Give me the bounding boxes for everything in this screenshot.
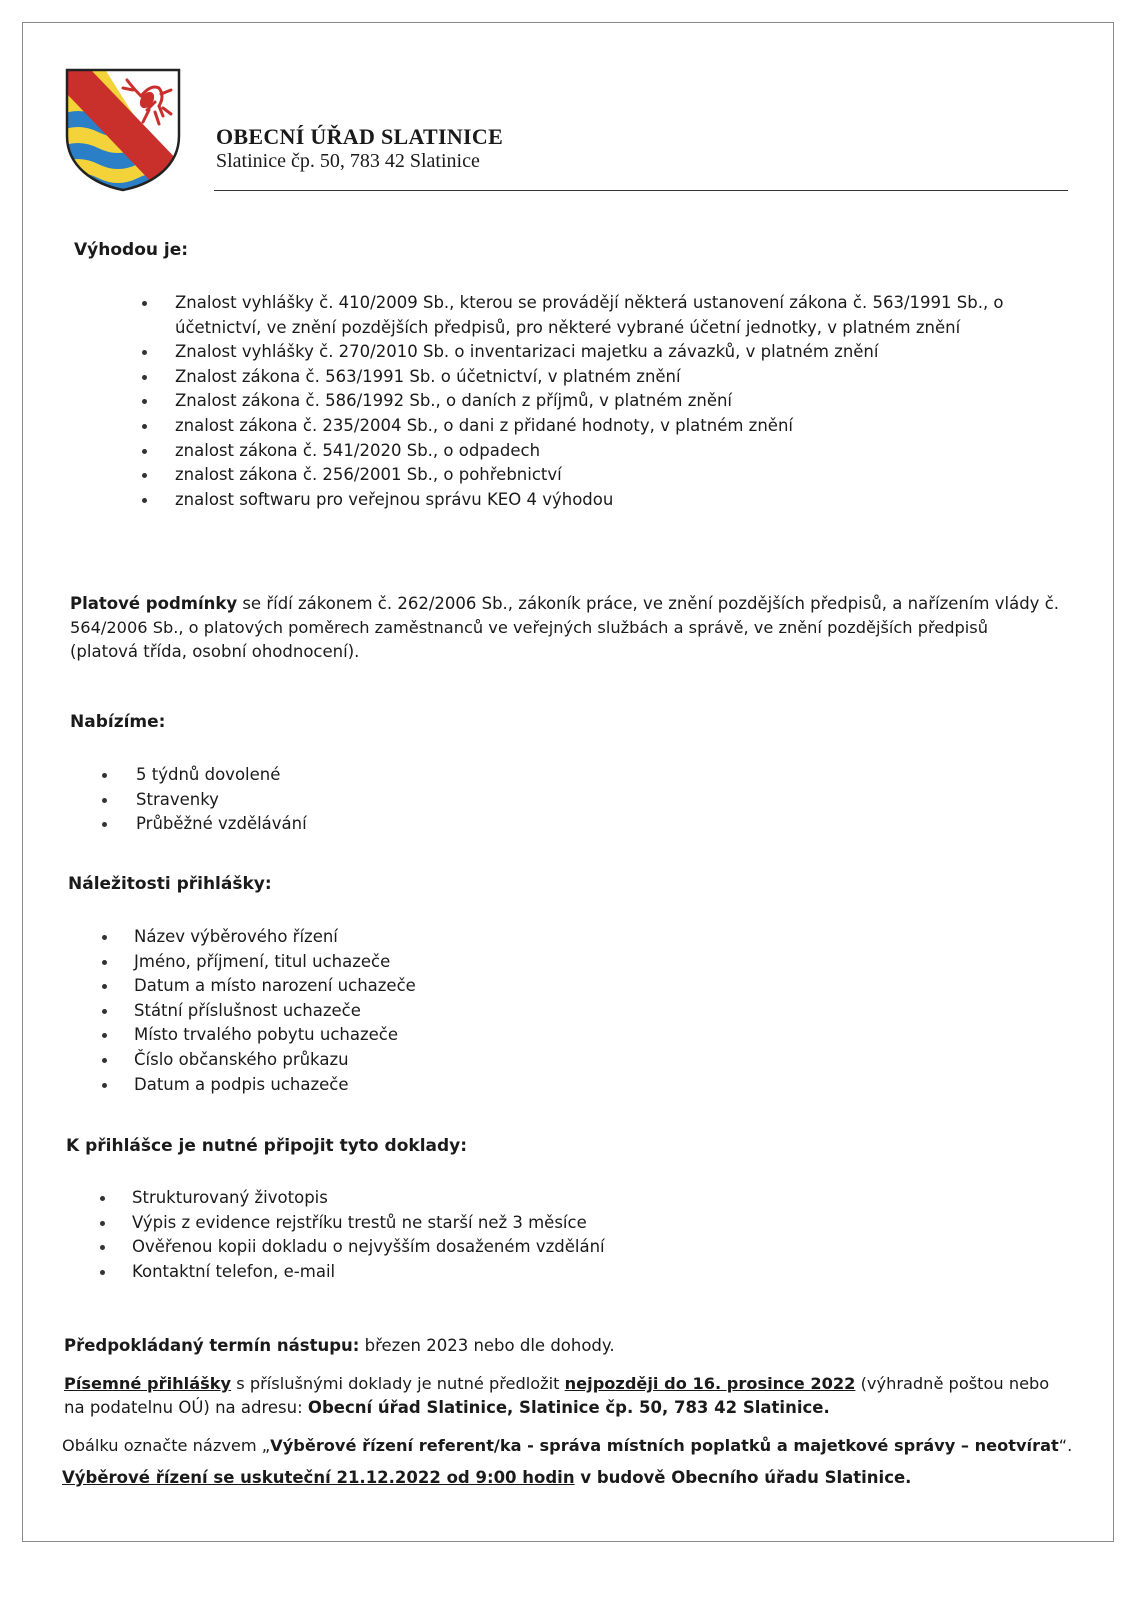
- list-item: Znalost vyhlášky č. 270/2010 Sb. o inventarizaci majetku a závazků, v platném znění: [142, 340, 1004, 365]
- list-item: Státní příslušnost uchazeče: [102, 999, 416, 1024]
- office-name: OBECNÍ ÚŘAD SLATINICE: [216, 124, 504, 149]
- submission-paragraph: Písemné přihlášky s příslušnými doklady je nutné předložit nejpozději do 16. prosince 2022 (výhradně poštou nebo na podatelnu OÚ) na adresu: Obecní úřad Slatinice, Slatinice čp. 50, 783 42 Slatinice.: [64, 1374, 1050, 1417]
- list-item: Datum a místo narození uchazeče: [102, 974, 416, 999]
- office-address: Slatinice čp. 50, 783 42 Slatinice: [216, 150, 480, 172]
- advantage-heading: Výhodou je:: [74, 240, 189, 260]
- list-item: znalost zákona č. 235/2004 Sb., o dani z přidané hodnoty, v platném znění: [142, 414, 1004, 439]
- list-item: 5 týdnů dovolené: [102, 763, 307, 788]
- salary-paragraph: Platové podmínky se řídí zákonem č. 262/2006 Sb., zákoník práce, ve znění pozdějších předpisů, a nařízením vlády č. 564/2006 Sb., o platových poměrech zaměstnanců ve veřejných službách a správě, ve znění pozdějších předpisů (platová třída, osobní ohodnocení).: [70, 594, 1060, 661]
- list-item: Kontaktní telefon, e-mail: [100, 1260, 605, 1285]
- advantage-list: [142, 291, 1004, 512]
- documents-heading: K přihlášce je nutné připojit tyto doklady:: [66, 1136, 468, 1156]
- documents-list: [100, 1186, 605, 1284]
- list-item: Znalost zákona č. 563/1991 Sb. o účetnictví, v platném znění: [142, 365, 1004, 390]
- list-item: Místo trvalého pobytu uchazeče: [102, 1023, 416, 1048]
- requirements-list: [102, 925, 416, 1097]
- offer-heading: Nabízíme:: [70, 712, 166, 732]
- list-item: znalost zákona č. 256/2001 Sb., o pohřebnictví: [142, 463, 1004, 488]
- list-item: Ověřenou kopii dokladu o nejvyšším dosaženém vzdělání: [100, 1235, 605, 1260]
- list-item: účetnictví, ve znění pozdějších předpisů, pro některé vybrané účetní jednotky, v platném znění: [175, 317, 961, 337]
- start-date-line: [64, 1334, 615, 1358]
- requirements-heading: Náležitosti přihlášky:: [68, 874, 272, 894]
- start-date-label: Předpokládaný termín nástupu:: [64, 1336, 360, 1355]
- selection-line: Výběrové řízení se uskuteční 21.12.2022 od 9:00 hodin v budově Obecního úřadu Slatinice.: [62, 1468, 912, 1487]
- list-item: Znalost vyhlášky č. 410/2009 Sb., kterou se provádějí některá ustanovení zákona č. 563/1991 Sb., o: [142, 291, 1004, 316]
- list-item: Průběžné vzdělávání: [102, 812, 307, 837]
- list-item: Číslo občanského průkazu: [102, 1048, 416, 1073]
- list-item: Jméno, příjmení, titul uchazeče: [102, 950, 416, 975]
- offer-list: [102, 763, 307, 837]
- envelope-line: Obálku označte názvem „Výběrové řízení referent/ka - správa místních poplatků a majetkové správy – neotvírat“.: [62, 1436, 1073, 1455]
- list-item: Stravenky: [102, 788, 307, 813]
- list-item: Název výběrového řízení: [102, 925, 416, 950]
- coat-of-arms-logo: [62, 66, 184, 194]
- list-item: Výpis z evidence rejstříku trestů ne starší než 3 měsíce: [100, 1211, 605, 1236]
- list-item: Strukturovaný životopis: [100, 1186, 605, 1211]
- header-divider: [214, 190, 1068, 191]
- salary-label: Platové podmínky: [70, 594, 238, 613]
- list-item: Znalost zákona č. 586/1992 Sb., o daních z příjmů, v platném znění: [142, 389, 1004, 414]
- list-item: znalost softwaru pro veřejnou správu KEO 4 výhodou: [142, 488, 1004, 513]
- list-item: Datum a podpis uchazeče: [102, 1073, 416, 1098]
- list-item: znalost zákona č. 541/2020 Sb., o odpadech: [142, 439, 1004, 464]
- start-date-value: březen 2023 nebo dle dohody.: [364, 1336, 615, 1355]
